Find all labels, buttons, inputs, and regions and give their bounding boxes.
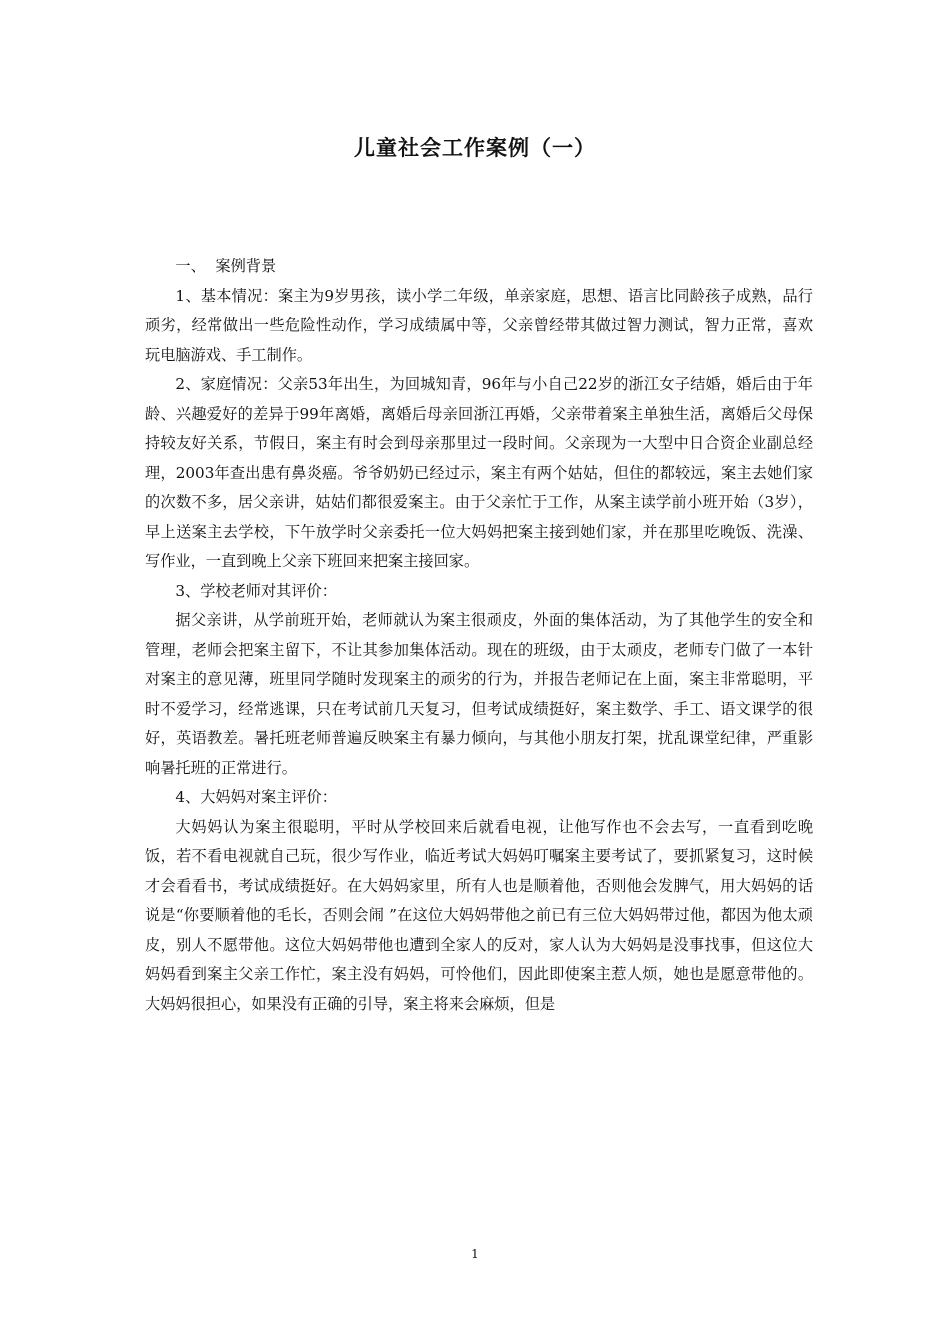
- page-number: 1: [471, 1247, 479, 1261]
- document-body: [145, 252, 813, 1019]
- section-heading: 一、 案例背景: [175, 257, 277, 275]
- paragraph-basic-info: 1、基本情况：案主为9岁男孩，读小学二年级，单亲家庭，思想、语言比同龄孩子成熟，品行顽劣，经常做出一些危险性动作，学习成绩属中等，父亲曾经带其做过智力测试，智力正常，喜欢玩电脑游戏、手工制作。: [145, 286, 813, 364]
- subheading-caregiver-evaluation: 4、大妈妈对案主评价：: [175, 788, 337, 806]
- paragraph-family-info: 2、家庭情况：父亲53年出生，为回城知青，96年与小自己22岁的浙江女子结婚，婚后由于年龄、兴趣爱好的差异于99年离婚，离婚后母亲回浙江再婚，父亲带着案主单独生活，离婚后父母保持较友好关系，节假日，案主有时会到母亲那里过一段时间。父亲现为一大型中日合资企业副总经理，2003年查出患有鼻炎癌。爷爷奶奶已经过示，案主有两个姑姑，但住的都较远，案主去她们家的次数不多，居父亲讲，姑姑们都很爱案主。由于父亲忙于工作，从案主读学前小班开始（3岁），早上送案主去学校，下午放学时父亲委托一位大妈妈把案主接到她们家，并在那里吃晚饭、洗澡、写作业，一直到晚上父亲下班回来把案主接回家。: [145, 375, 813, 570]
- paragraph-teacher-evaluation: 据父亲讲，从学前班开始，老师就认为案主很顽皮，外面的集体活动，为了其他学生的安全和管理，老师会把案主留下，不让其参加集体活动。现在的班级，由于太顽皮，老师专门做了一本针对案主的意见薄，班里同学随时发现案主的顽劣的行为，并报告老师记在上面，案主非常聪明，平时不爱学习，经常逃课，只在考试前几天复习，但考试成绩挺好，案主数学、手工、语文课学的很好，英语教差。暑托班老师普遍反映案主有暴力倾向，与其他小朋友打架，扰乱课堂纪律，严重影响暑托班的正常进行。: [145, 611, 813, 777]
- document-title: 儿童社会工作案例（一）: [354, 135, 596, 160]
- subheading-teacher-evaluation: 3、学校老师对其评价：: [175, 581, 337, 600]
- paragraph-caregiver-evaluation: 大妈妈认为案主很聪明，平时从学校回来后就看电视，让他写作也不会去写，一直看到吃晚饭，若不看电视就自己玩，很少写作业，临近考试大妈妈叮嘱案主要考试了，要抓紧复习，这时候才会看看书，考试成绩挺好。在大妈妈家里，所有人也是顺着他，否则他会发脾气，用大妈妈的话说是“你要顺着他的毛长，否则会闹 ”在这位大妈妈带他之前已有三位大妈妈带过他，都因为他太顽皮，别人不愿带他。这位大妈妈带他也遭到全家人的反对，家人认为大妈妈是没事找事，但这位大妈妈看到案主父亲工作忙，案主没有妈妈，可怜他们，因此即使案主惹人烦，她也是愿意带他的。大妈妈很担心，如果没有正确的引导，案主将来会麻烦，但是: [145, 817, 813, 1013]
